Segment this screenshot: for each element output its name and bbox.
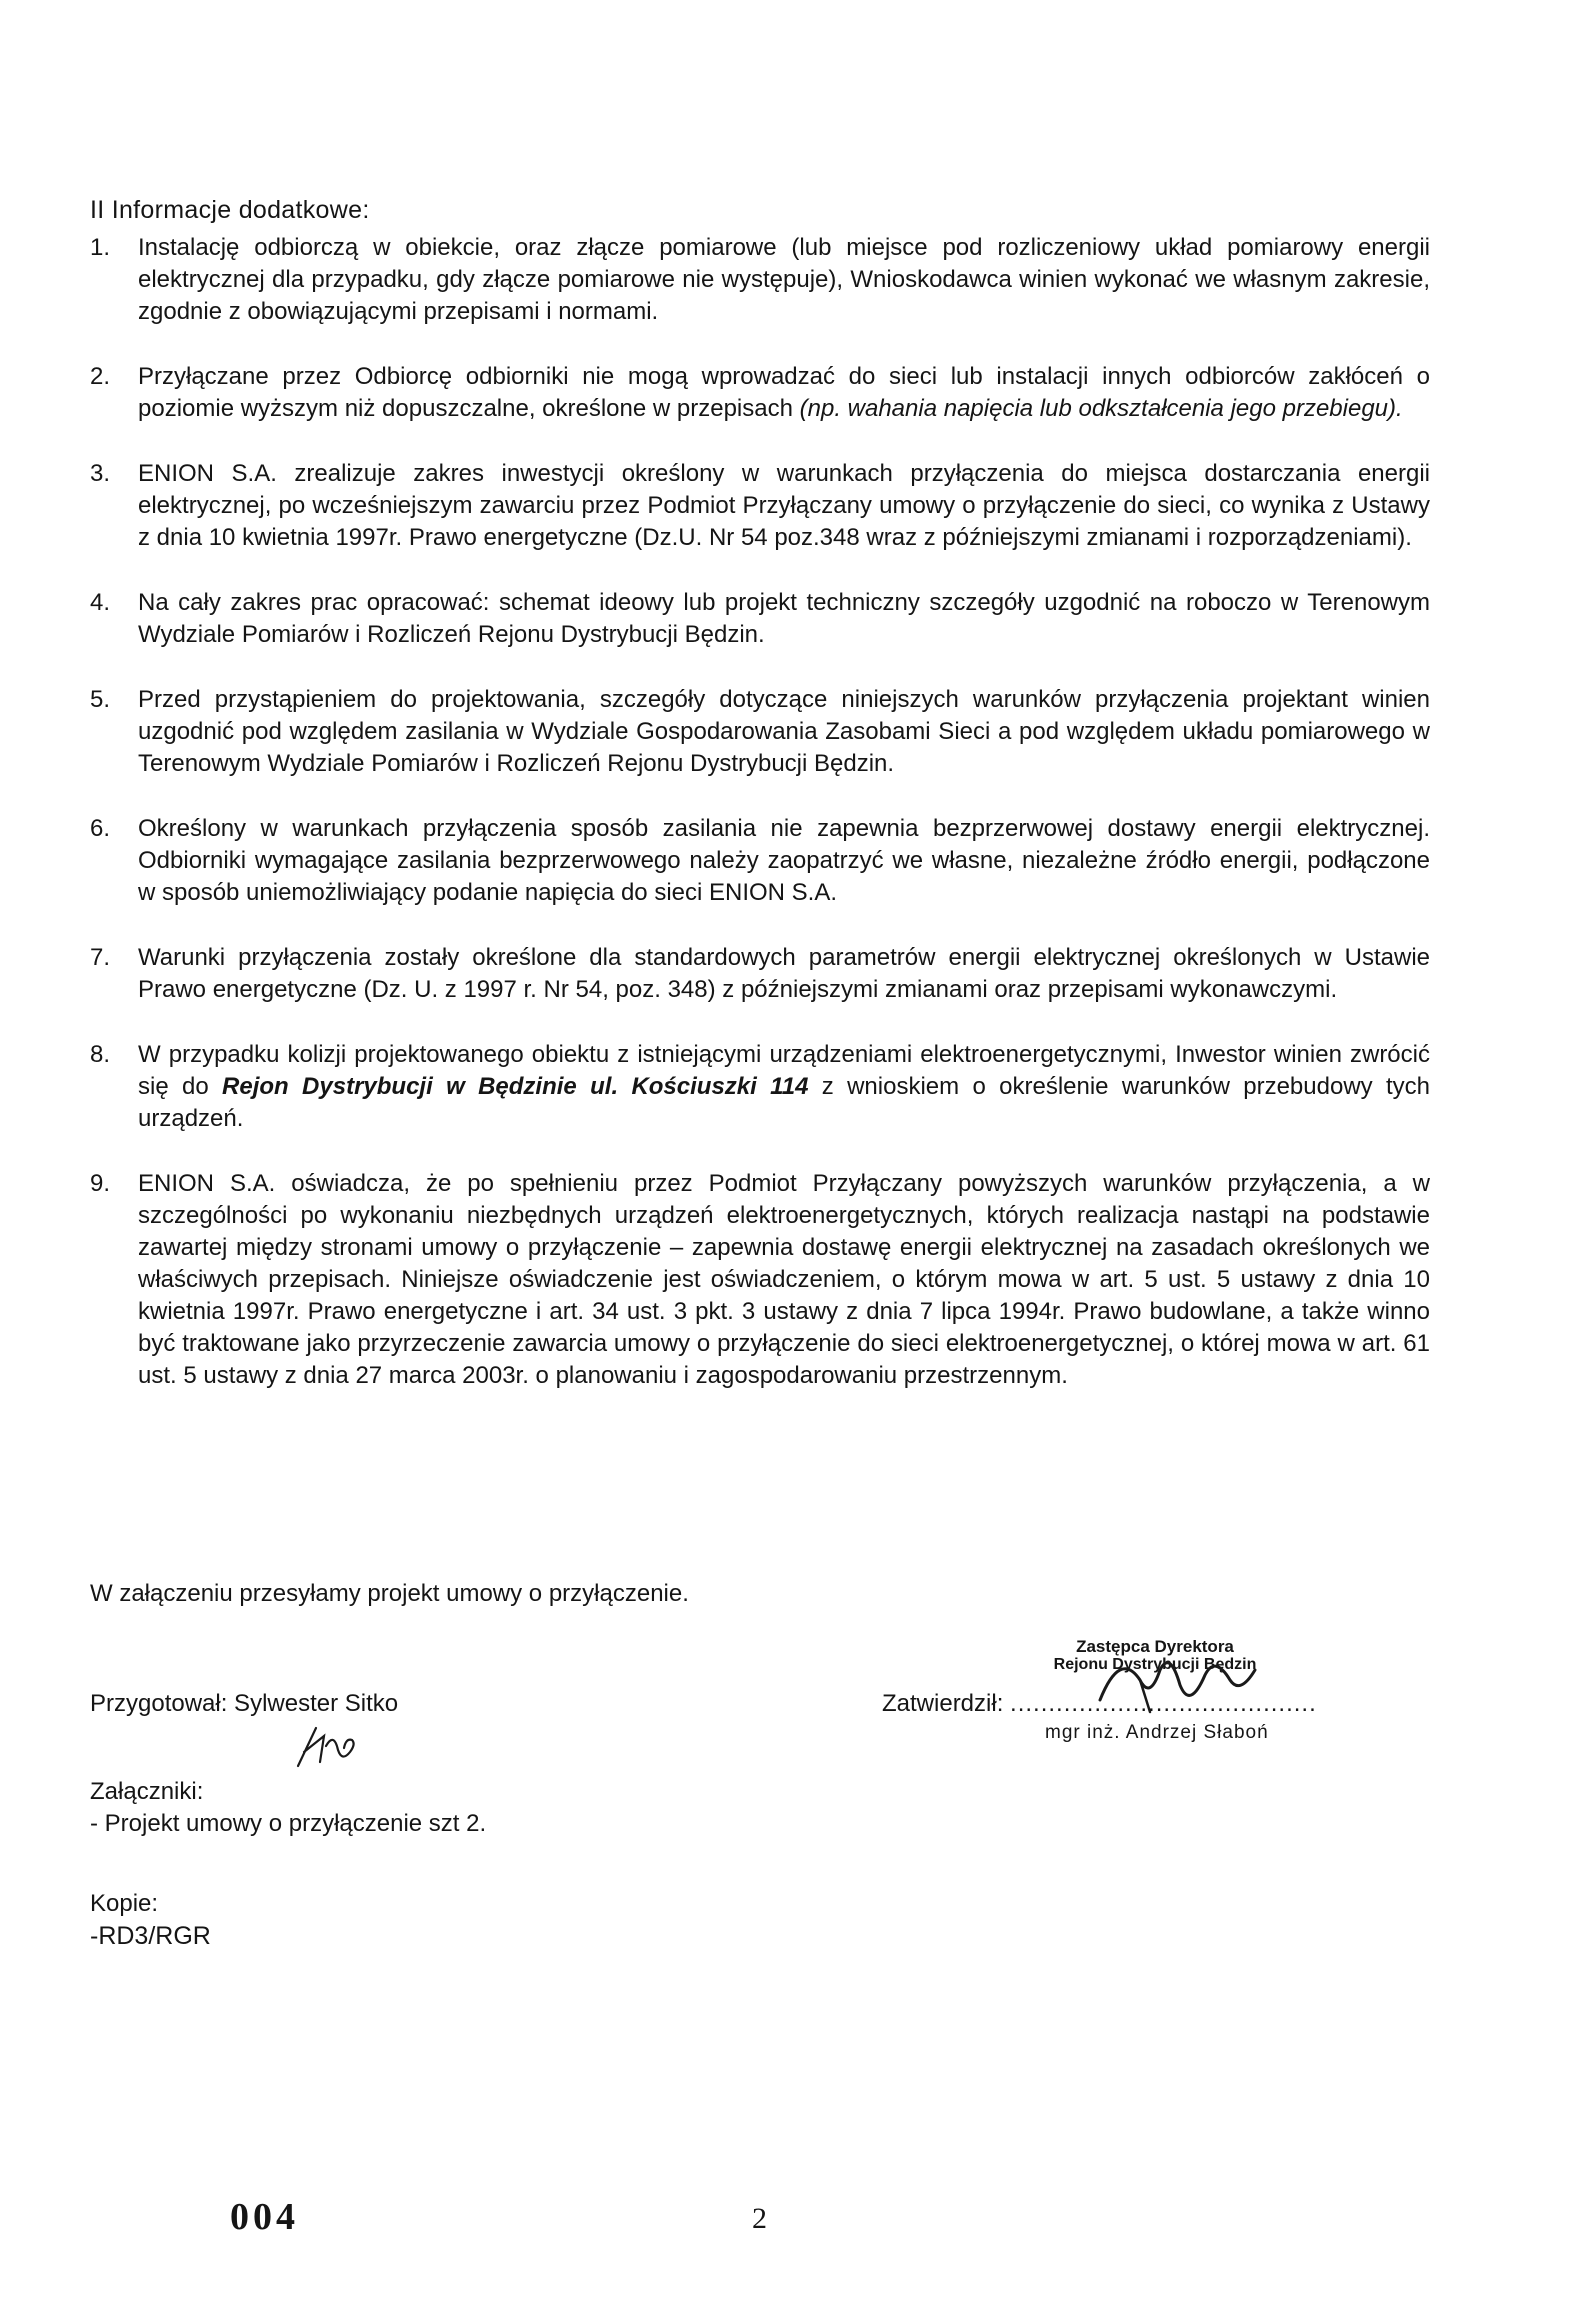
approved-dots: ........................................ (1010, 1690, 1317, 1717)
copies-label: Kopie: (90, 1890, 159, 1917)
condition-text: Przed przystąpieniem do projektowania, szczegóły dotyczące niniejszych warunków przyłączenia projektant winien uzgodnić pod względem zasilania w Wydziale Gospodarowania Zasobami Sieci a pod względem układu pomiarowego w Terenowym Wydziale Pomiarów i Rozliczeń Rejonu Dystrybucji Będzin. (138, 686, 1430, 777)
condition-text: Instalację odbiorczą w obiekcie, oraz złącze pomiarowe (lub miejsce pod rozliczeniowy układ pomiarowy energii elektrycznej dla przypadku, gdy złącze pomiarowe nie występuje), Wnioskodawca winien wykonać we własnym zakresie, zgodnie z obowiązującymi przepisami i normami. (138, 234, 1430, 325)
condition-text: Określony w warunkach przyłączenia sposób zasilania nie zapewnia bezprzerwowej dostawy energii elektrycznej. Odbiorniki wymagające zasilania bezprzerwowego należy zaopatrzyć we własne, niezależne źródło energii, podłączone w sposób uniemożliwiający podanie napięcia do sieci ENION S.A. (138, 815, 1430, 906)
prepared-by: Przygotował: Sylwester Sitko (90, 1690, 399, 1717)
preparer-initials-signature (290, 1722, 370, 1772)
stamp-unit: Rejonu Dystrybucji Będzin (1053, 1656, 1257, 1673)
approved-by (882, 1690, 1317, 1718)
condition-item (90, 1168, 1430, 1392)
page-number: 2 (752, 2202, 767, 2235)
condition-item (90, 1039, 1430, 1135)
condition-number: 3. (90, 460, 111, 487)
condition-text: Warunki przyłączenia zostały określone dla standardowych parametrów energii elektrycznej określonych w Ustawie Prawo energetyczne (Dz. U. z 1997 r. Nr 54, poz. 348) z późniejszymi zmianami oraz przepisami wykonawczymi. (138, 944, 1430, 1003)
condition-number: 2. (90, 363, 111, 390)
attachments-item: - Projekt umowy o przyłączenie szt 2. (90, 1810, 487, 1837)
conditions-list (90, 232, 1430, 1392)
condition-item (90, 232, 1430, 328)
condition-text: Przyłączane przez Odbiorcę odbiorniki nie mogą wprowadzać do sieci lub instalacji innych odbiorców zakłóceń o poziomie wyższym niż dopuszczalne, określone w przepisach (138, 363, 1430, 422)
attachment-note: W załączeniu przesyłamy projekt umowy o przyłączenie. (90, 1580, 689, 1607)
condition-item (90, 587, 1430, 651)
condition-item (90, 361, 1430, 425)
approved-label: Zatwierdził: (882, 1690, 1004, 1717)
stamp-title: Zastępca Dyrektora (1076, 1637, 1234, 1656)
section-heading: II Informacje dodatkowe: (90, 196, 370, 224)
condition-number: 6. (90, 815, 111, 842)
condition-text: (np. wahania napięcia lub odkształcenia jego przebiegu). (799, 395, 1403, 422)
condition-text: ENION S.A. zrealizuje zakres inwestycji określony w warunkach przyłączenia do miejsca dostarczania energii elektrycznej, po wcześniejszym zawarciu przez Podmiot Przyłączany umowy o przyłączenie do sieci, co wynika z Ustawy z dnia 10 kwietnia 1997r. Prawo energetyczne (Dz.U. Nr 54 poz.348 wraz z późniejszymi zmianami i rozporządzeniami). (138, 460, 1430, 551)
condition-item (90, 942, 1430, 1006)
document-number: 004 (230, 2196, 299, 2238)
condition-text: ENION S.A. oświadcza, że po spełnieniu przez Podmiot Przyłączany powyższych warunków przyłączenia, a w szczególności po wykonaniu niezbędnych urządzeń elektroenergetycznych, których realizacja nastąpi na podstawie zawartej między stronami umowy o przyłączenie – zapewnia dostawę energii elektrycznej na zasadach określonych we właściwych przepisach. Niniejsze oświadczenie jest oświadczeniem, o którym mowa w art. 5 ust. 5 ustawy z dnia 10 kwietnia 1997r. Prawo energetyczne i art. 34 ust. 3 pkt. 3 ustawy z dnia 7 lipca 1994r. Prawo budowlane, a także winno być traktowane jako przyrzeczenie zawarcia umowy o przyłączenie do sieci elektroenergetycznej, o której mowa w art. 61 ust. 5 ustawy z dnia 27 marca 2003r. o planowaniu i zagospodarowaniu przestrzennym. (138, 1170, 1430, 1389)
condition-text: z wnioskiem o określenie warunków przebudowy tych urządzeń. (138, 1073, 1431, 1132)
condition-number: 9. (90, 1170, 111, 1197)
condition-number: 8. (90, 1041, 111, 1068)
attachments-label: Załączniki: (90, 1778, 204, 1805)
condition-text: Na cały zakres prac opracować: schemat ideowy lub projekt techniczny szczegóły uzgodnić na roboczo w Terenowym Wydziale Pomiarów i Rozliczeń Rejonu Dystrybucji Będzin. (138, 589, 1430, 648)
signer-name: mgr inż. Andrzej Słaboń (1045, 1722, 1269, 1743)
condition-number: 7. (90, 944, 111, 971)
condition-text: Rejon Dystrybucji w Będzinie ul. Kościuszki 114 (222, 1073, 809, 1100)
condition-item (90, 684, 1430, 780)
condition-number: 4. (90, 589, 111, 616)
copies-item: -RD3/RGR (90, 1922, 211, 1950)
condition-text: W przypadku kolizji projektowanego obiektu z istniejącymi urządzeniami elektroenergetycznymi, Inwestor winien zwrócić się do (138, 1041, 1430, 1100)
condition-item (90, 458, 1430, 554)
condition-item (90, 813, 1430, 909)
condition-number: 5. (90, 686, 111, 713)
condition-number: 1. (90, 234, 111, 261)
